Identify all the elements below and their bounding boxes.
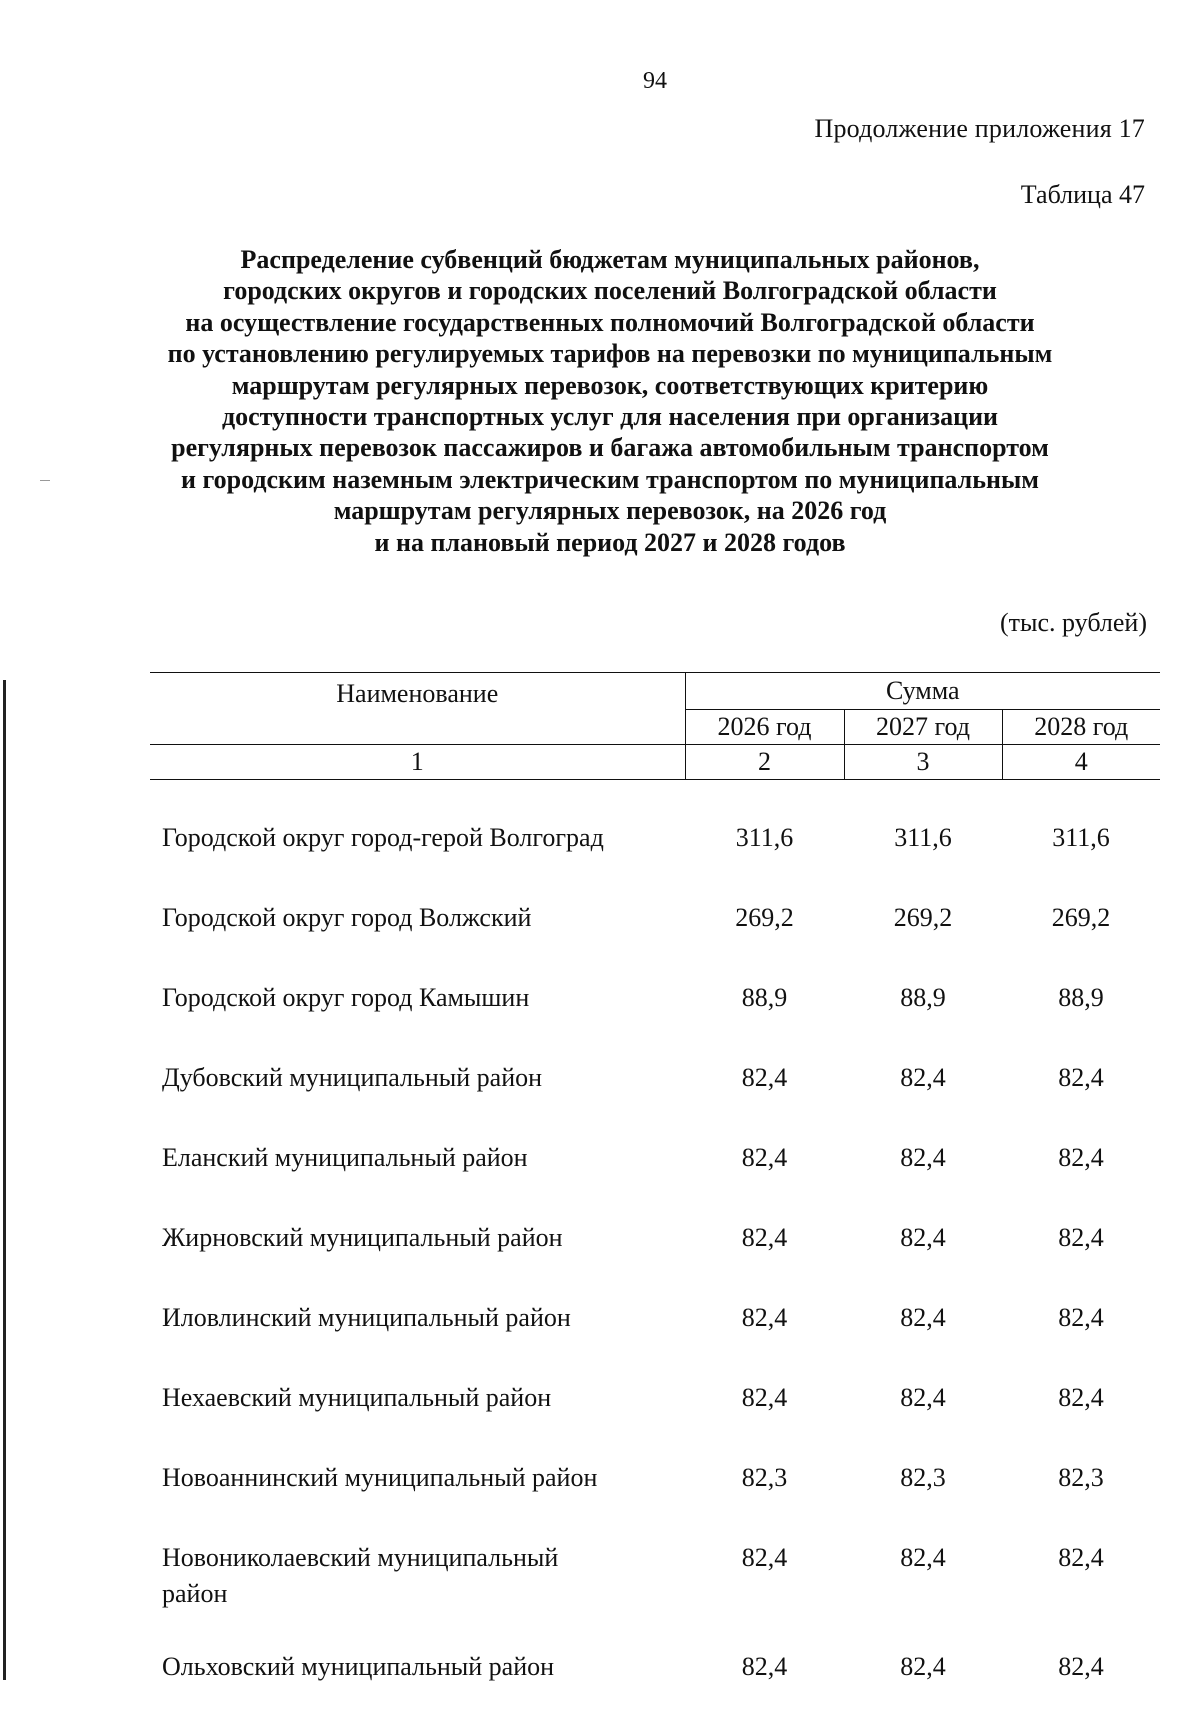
row-value-2027: 82,4: [900, 1543, 946, 1572]
title-line: и на плановый период 2027 и 2028 годов: [374, 527, 846, 557]
table-row: [150, 890, 1160, 970]
row-value-2028: 82,4: [1058, 1652, 1104, 1681]
title-line: на осуществление государственных полномочий Волгоградской области: [185, 307, 1035, 337]
row-name: Городской округ город Камышин: [162, 983, 530, 1012]
table-row: [150, 810, 1160, 890]
row-name: Ольховский муниципальный район: [162, 1652, 555, 1681]
table-row: [150, 1639, 1160, 1719]
header-year-2026: 2026 год: [685, 710, 844, 745]
row-value-2028: 82,3: [1058, 1463, 1104, 1492]
row-value-2027: 82,4: [900, 1223, 946, 1252]
subsidy-table: [150, 672, 1160, 1719]
table-row: [150, 1370, 1160, 1450]
title-line: и городским наземным электрическим транспортом по муниципальным: [181, 464, 1039, 494]
row-value-2028: 269,2: [1051, 903, 1111, 932]
units-label: (тыс. рублей): [999, 608, 1147, 637]
column-number: 2: [685, 745, 844, 780]
row-name: Жирновский муниципальный район: [162, 1223, 563, 1252]
row-name: Дубовский муниципальный район: [162, 1063, 543, 1092]
table-row: [150, 1210, 1160, 1290]
page-number: 94: [643, 68, 667, 94]
column-number: 1: [150, 745, 685, 780]
row-name: Еланский муниципальный район: [162, 1143, 528, 1172]
scan-margin-line: [3, 680, 6, 1680]
row-value-2028: 82,4: [1058, 1543, 1104, 1572]
title-line: доступности транспортных услуг для населения при организации: [221, 402, 999, 432]
document-title: [140, 244, 1080, 558]
row-value-2027: 88,9: [900, 983, 946, 1012]
title-line: регулярных перевозок пассажиров и багажа автомобильным транспортом: [171, 433, 1049, 463]
row-value-2027: 311,6: [894, 823, 952, 852]
row-value-2026: 82,4: [741, 1223, 788, 1252]
table-row: [150, 1530, 1160, 1639]
header-sum: Сумма: [685, 673, 1160, 710]
table-number: Таблица 47: [1020, 180, 1145, 209]
title-line: маршрутам регулярных перевозок, соответствующих критерию: [231, 370, 989, 400]
appendix-continuation: Продолжение приложения 17: [814, 114, 1145, 143]
row-value-2026: 82,3: [741, 1463, 788, 1492]
row-name-line: Новониколаевский муниципальный: [162, 1543, 559, 1572]
table-row: [150, 1050, 1160, 1130]
row-value-2028: 82,4: [1058, 1223, 1104, 1252]
row-name: Иловлинский муниципальный район: [162, 1303, 571, 1332]
row-name: Новоаннинский муниципальный район: [162, 1463, 598, 1492]
header-year-2028: 2028 год: [1002, 710, 1160, 745]
title-line: по установлению регулируемых тарифов на перевозки по муниципальным: [167, 339, 1053, 369]
row-name-line: район: [162, 1579, 228, 1608]
table-row: [150, 1450, 1160, 1530]
row-value-2028: 82,4: [1058, 1143, 1104, 1172]
row-value-2026: 82,4: [741, 1383, 788, 1412]
row-value-2028: 82,4: [1058, 1063, 1104, 1092]
row-name: Городской округ город-герой Волгоград: [162, 823, 604, 852]
row-value-2026: 82,4: [741, 1143, 788, 1172]
header-year-2027: 2027 год: [844, 710, 1002, 745]
row-value-2026: 88,9: [741, 983, 788, 1012]
row-value-2027: 82,4: [900, 1143, 946, 1172]
row-name: Городской округ город Волжский: [162, 903, 532, 932]
row-value-2026: 82,4: [741, 1063, 788, 1092]
table-row: [150, 1130, 1160, 1210]
scan-margin-mark: [40, 480, 50, 481]
row-value-2027: 82,4: [900, 1383, 946, 1412]
row-value-2028: 82,4: [1058, 1303, 1104, 1332]
table-row: [150, 970, 1160, 1050]
row-value-2027: 82,4: [900, 1652, 946, 1681]
row-value-2028: 311,6: [1052, 823, 1110, 852]
title-line: Распределение субвенций бюджетам муниципальных районов,: [240, 245, 980, 274]
row-value-2026: 82,4: [741, 1652, 788, 1681]
row-value-2026: 82,4: [741, 1543, 788, 1572]
row-value-2027: 269,2: [893, 903, 953, 932]
row-value-2028: 82,4: [1058, 1383, 1104, 1412]
title-line: городских округов и городских поселений Волгоградской области: [223, 276, 997, 306]
column-number: 3: [844, 745, 1002, 780]
table-row: [150, 1290, 1160, 1370]
row-value-2027: 82,4: [900, 1063, 946, 1092]
row-value-2027: 82,4: [900, 1303, 946, 1332]
column-number: 4: [1002, 745, 1160, 780]
table-column-numbers-row: [150, 745, 1160, 780]
row-name: Нехаевский муниципальный район: [162, 1383, 552, 1412]
row-name: [150, 1530, 685, 1639]
row-value-2026: 311,6: [735, 823, 794, 852]
header-name: Наименование: [150, 673, 685, 745]
row-value-2027: 82,3: [900, 1463, 946, 1492]
row-value-2026: 82,4: [741, 1303, 788, 1332]
title-line: маршрутам регулярных перевозок, на 2026 год: [333, 496, 887, 526]
row-value-2028: 88,9: [1058, 983, 1104, 1012]
row-value-2026: 269,2: [735, 903, 794, 932]
table-header-row: [150, 673, 1160, 710]
